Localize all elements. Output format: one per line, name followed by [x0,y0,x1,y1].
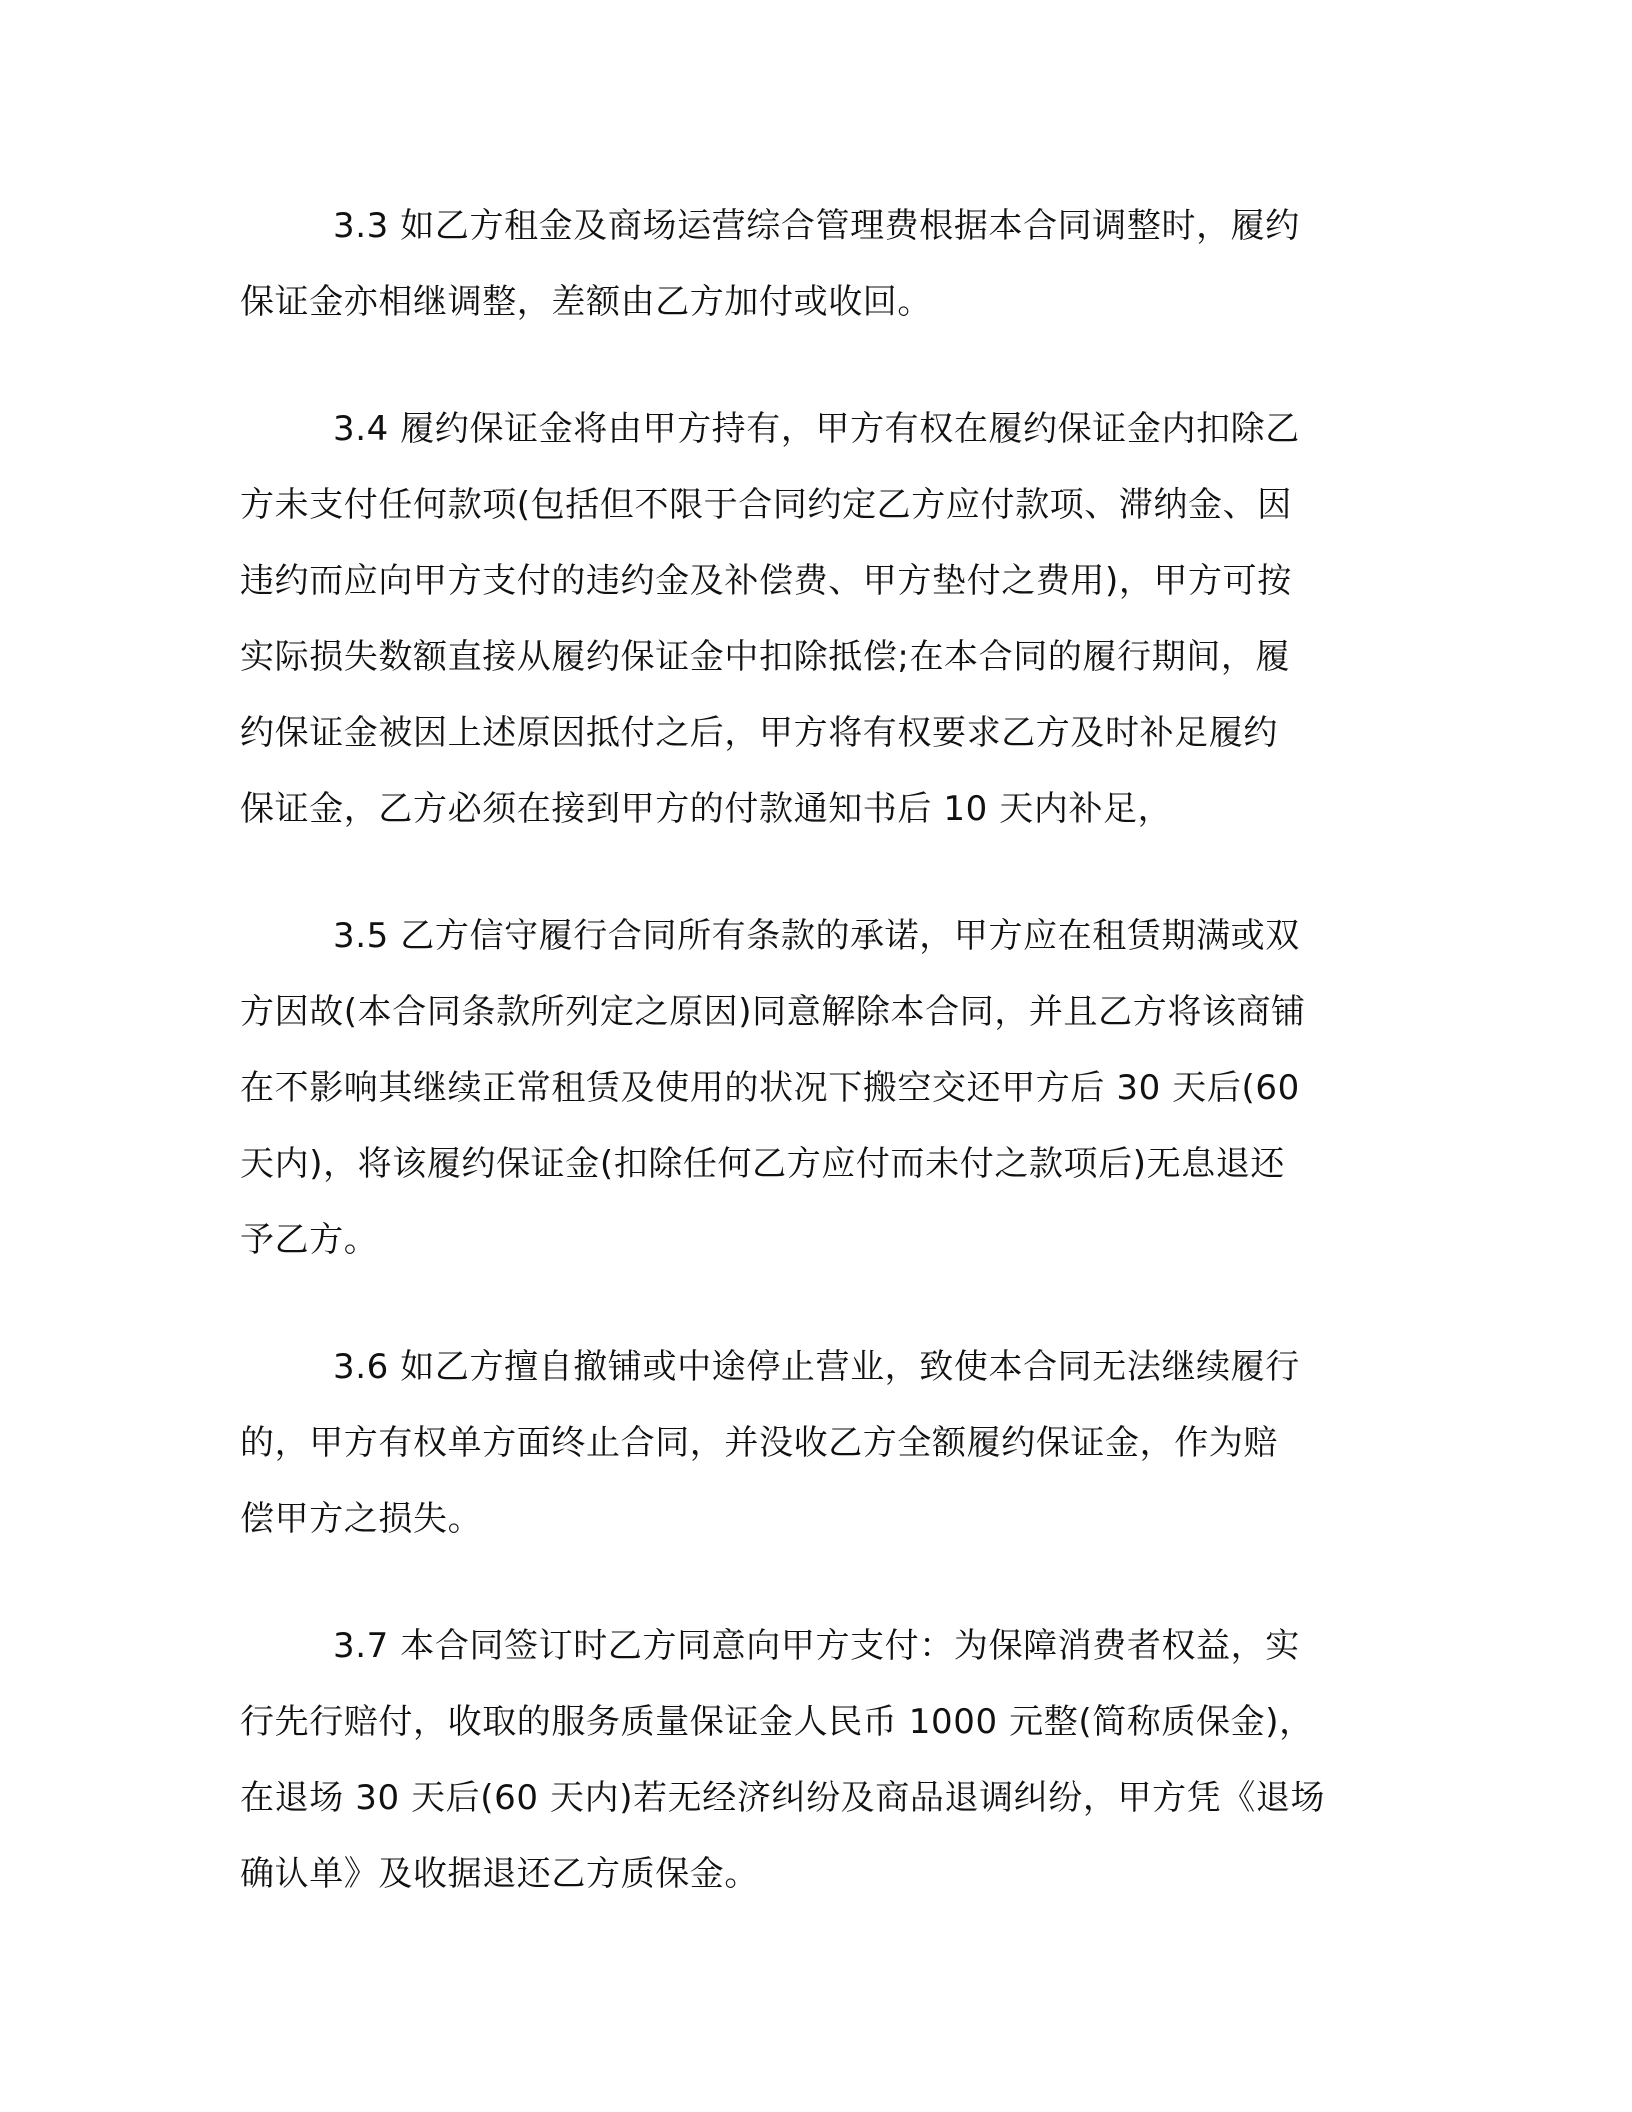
clause-line: 在不影响其继续正常租赁及使用的状况下搬空交还甲方后 30 天后(60 [240,1068,1300,1108]
clause-line: 的，甲方有权单方面终止合同，并没收乙方全额履约保证金，作为赔 [240,1423,1278,1463]
clause-line: 3.6 如乙方擅自撤铺或中途停止营业，致使本合同无法继续履行 [333,1347,1300,1387]
clause-line: 约保证金被因上述原因抵付之后，甲方将有权要求乙方及时补足履约 [240,713,1278,753]
clause-line: 3.5 乙方信守履行合同所有条款的承诺，甲方应在租赁期满或双 [333,916,1300,956]
clause-line: 在退场 30 天后(60 天内)若无经济纠纷及商品退调纠纷，甲方凭《退场 [240,1778,1326,1818]
clause-line: 保证金，乙方必须在接到甲方的付款通知书后 10 天内补足， [240,789,1173,829]
clause-line: 予乙方。 [240,1220,379,1260]
clause-line: 保证金亦相继调整，差额由乙方加付或收回。 [240,282,932,322]
clause-line: 行先行赔付，收取的服务质量保证金人民币 1000 元整(简称质保金)， [240,1702,1314,1742]
clause-line: 确认单》及收据退还乙方质保金。 [240,1854,759,1894]
clause-line: 方未支付任何款项(包括但不限于合同约定乙方应付款项、滞纳金、因 [240,485,1292,525]
clause-line: 天内)，将该履约保证金(扣除任何乙方应付而未付之款项后)无息退还 [240,1144,1285,1184]
clause-line: 实际损失数额直接从履约保证金中扣除抵偿;在本合同的履行期间，履 [240,637,1291,677]
clause-line: 3.3 如乙方租金及商场运营综合管理费根据本合同调整时，履约 [333,206,1300,246]
clause-3-4 [240,391,1380,847]
clause-3-3 [240,188,1380,340]
clause-line: 偿甲方之损失。 [240,1499,483,1539]
clause-3-5 [240,898,1380,1278]
clause-line: 违约而应向甲方支付的违约金及补偿费、甲方垫付之费用)，甲方可按 [240,561,1292,601]
clause-3-7 [240,1608,1380,1912]
clause-line: 3.4 履约保证金将由甲方持有，甲方有权在履约保证金内扣除乙 [333,409,1300,449]
contract-text [240,188,1380,1963]
clause-3-6 [240,1329,1380,1557]
clause-line: 方因故(本合同条款所列定之原因)同意解除本合同，并且乙方将该商铺 [240,992,1306,1032]
clause-line: 3.7 本合同签订时乙方同意向甲方支付：为保障消费者权益，实 [333,1626,1300,1666]
